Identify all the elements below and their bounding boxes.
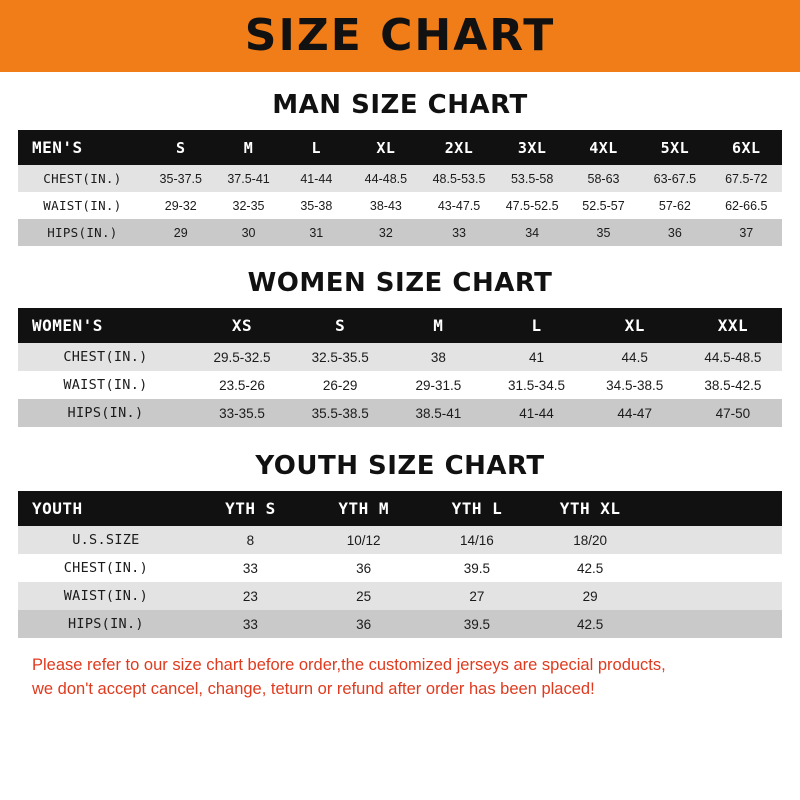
table-row xyxy=(18,610,782,638)
table-cell: 44.5-48.5 xyxy=(684,343,782,371)
table-cell: 41-44 xyxy=(487,399,585,427)
column-header: MEN'S xyxy=(32,138,83,157)
row-label: U.S.SIZE xyxy=(18,526,194,554)
women-size-table xyxy=(18,308,782,427)
table-cell: 10/12 xyxy=(307,526,420,554)
table-cell: 36 xyxy=(639,219,710,246)
youth-size-table xyxy=(18,491,782,638)
table-cell: 27 xyxy=(420,582,533,610)
table-row xyxy=(18,554,782,582)
column-header: WOMEN'S xyxy=(32,316,103,335)
column-header: S xyxy=(175,138,186,157)
row-label: CHEST(IN.) xyxy=(18,343,193,371)
table-cell: 30 xyxy=(215,219,283,246)
table-cell xyxy=(647,526,782,554)
table-cell: 25 xyxy=(307,582,420,610)
header-band xyxy=(0,0,800,72)
table-row xyxy=(18,526,782,554)
table-cell: 41 xyxy=(487,343,585,371)
table-cell: 37 xyxy=(711,219,782,246)
column-header: YOUTH xyxy=(32,499,83,518)
table-row xyxy=(18,219,782,246)
table-cell: 42.5 xyxy=(534,554,647,582)
table-cell: 38.5-41 xyxy=(389,399,487,427)
men-size-table xyxy=(18,130,782,246)
content-area xyxy=(0,90,800,702)
column-header: 6XL xyxy=(731,138,761,157)
notice-line-2: we don't accept cancel, change, teturn or refund after order has been placed! xyxy=(32,679,595,698)
table-row xyxy=(18,371,782,399)
table-header-row xyxy=(18,308,782,343)
table-cell: 29 xyxy=(147,219,215,246)
table-cell: 29 xyxy=(534,582,647,610)
table-cell: 41-44 xyxy=(282,165,350,192)
column-header: XL xyxy=(624,316,645,335)
section-title-youth: YOUTH SIZE CHART xyxy=(255,451,545,481)
table-cell: 32.5-35.5 xyxy=(291,343,389,371)
table-cell: 32 xyxy=(350,219,421,246)
table-cell: 35-38 xyxy=(282,192,350,219)
table-row xyxy=(18,399,782,427)
column-header: S xyxy=(335,316,346,335)
table-cell: 29-32 xyxy=(147,192,215,219)
row-label: WAIST(IN.) xyxy=(18,371,193,399)
table-cell: 48.5-53.5 xyxy=(422,165,497,192)
column-header: L xyxy=(531,316,542,335)
row-label: HIPS(IN.) xyxy=(18,399,193,427)
table-cell: 47.5-52.5 xyxy=(496,192,567,219)
table-cell: 39.5 xyxy=(420,610,533,638)
table-cell: 36 xyxy=(307,610,420,638)
table-cell: 26-29 xyxy=(291,371,389,399)
table-cell: 31.5-34.5 xyxy=(487,371,585,399)
table-row xyxy=(18,582,782,610)
table-cell: 38 xyxy=(389,343,487,371)
table-row xyxy=(18,165,782,192)
table-cell: 34.5-38.5 xyxy=(586,371,684,399)
table-cell: 8 xyxy=(194,526,307,554)
table-cell: 32-35 xyxy=(215,192,283,219)
table-cell: 37.5-41 xyxy=(215,165,283,192)
table-cell: 57-62 xyxy=(639,192,710,219)
table-cell: 23.5-26 xyxy=(193,371,291,399)
table-cell: 44-47 xyxy=(586,399,684,427)
table-cell: 29.5-32.5 xyxy=(193,343,291,371)
column-header: M xyxy=(433,316,444,335)
column-header: L xyxy=(311,138,322,157)
column-header: YTH L xyxy=(451,499,503,518)
table-cell: 34 xyxy=(496,219,567,246)
table-header-row xyxy=(18,130,782,165)
table-row xyxy=(18,192,782,219)
column-header: XL xyxy=(376,138,396,157)
column-header: 4XL xyxy=(589,138,618,157)
table-cell: 14/16 xyxy=(420,526,533,554)
table-cell: 62-66.5 xyxy=(711,192,782,219)
column-header: 5XL xyxy=(660,138,690,157)
table-cell: 29-31.5 xyxy=(389,371,487,399)
table-cell: 35-37.5 xyxy=(147,165,215,192)
column-header: YTH M xyxy=(338,499,389,518)
table-cell xyxy=(647,610,782,638)
table-cell: 53.5-58 xyxy=(496,165,567,192)
table-cell: 38.5-42.5 xyxy=(684,371,782,399)
column-header: YTH S xyxy=(225,499,276,518)
table-cell: 33 xyxy=(194,610,307,638)
column-header: 2XL xyxy=(444,138,474,157)
section-title-women: WOMEN SIZE CHART xyxy=(247,268,553,298)
page-title: SIZE CHART xyxy=(244,10,556,61)
table-cell: 52.5-57 xyxy=(568,192,639,219)
table-cell: 44-48.5 xyxy=(350,165,421,192)
table-cell: 47-50 xyxy=(684,399,782,427)
column-header-empty xyxy=(647,491,782,526)
table-cell: 18/20 xyxy=(534,526,647,554)
row-label: HIPS(IN.) xyxy=(18,219,147,246)
notice-text xyxy=(32,654,768,702)
table-cell: 44.5 xyxy=(586,343,684,371)
column-header: 3XL xyxy=(517,138,547,157)
table-cell: 36 xyxy=(307,554,420,582)
table-cell: 67.5-72 xyxy=(711,165,782,192)
table-cell: 39.5 xyxy=(420,554,533,582)
table-cell: 43-47.5 xyxy=(422,192,497,219)
table-cell: 42.5 xyxy=(534,610,647,638)
table-cell: 33-35.5 xyxy=(193,399,291,427)
table-cell: 33 xyxy=(422,219,497,246)
notice-line-1: Please refer to our size chart before order,the customized jerseys are special products, xyxy=(32,656,666,674)
row-label: CHEST(IN.) xyxy=(18,554,194,582)
row-label: HIPS(IN.) xyxy=(18,610,194,638)
table-cell: 58-63 xyxy=(568,165,639,192)
table-cell xyxy=(647,554,782,582)
column-header: YTH XL xyxy=(559,499,621,518)
row-label: WAIST(IN.) xyxy=(18,192,147,219)
table-cell: 63-67.5 xyxy=(639,165,710,192)
table-cell: 35.5-38.5 xyxy=(291,399,389,427)
table-cell: 33 xyxy=(194,554,307,582)
table-cell: 31 xyxy=(282,219,350,246)
table-cell: 23 xyxy=(194,582,307,610)
table-cell: 35 xyxy=(568,219,639,246)
table-row xyxy=(18,343,782,371)
section-title-man: MAN SIZE CHART xyxy=(272,90,528,120)
column-header: M xyxy=(243,138,254,157)
row-label: CHEST(IN.) xyxy=(18,165,147,192)
column-header: XS xyxy=(231,316,253,335)
table-cell: 38-43 xyxy=(350,192,421,219)
column-header: XXL xyxy=(717,316,749,335)
row-label: WAIST(IN.) xyxy=(18,582,194,610)
table-header-row xyxy=(18,491,782,526)
table-cell xyxy=(647,582,782,610)
